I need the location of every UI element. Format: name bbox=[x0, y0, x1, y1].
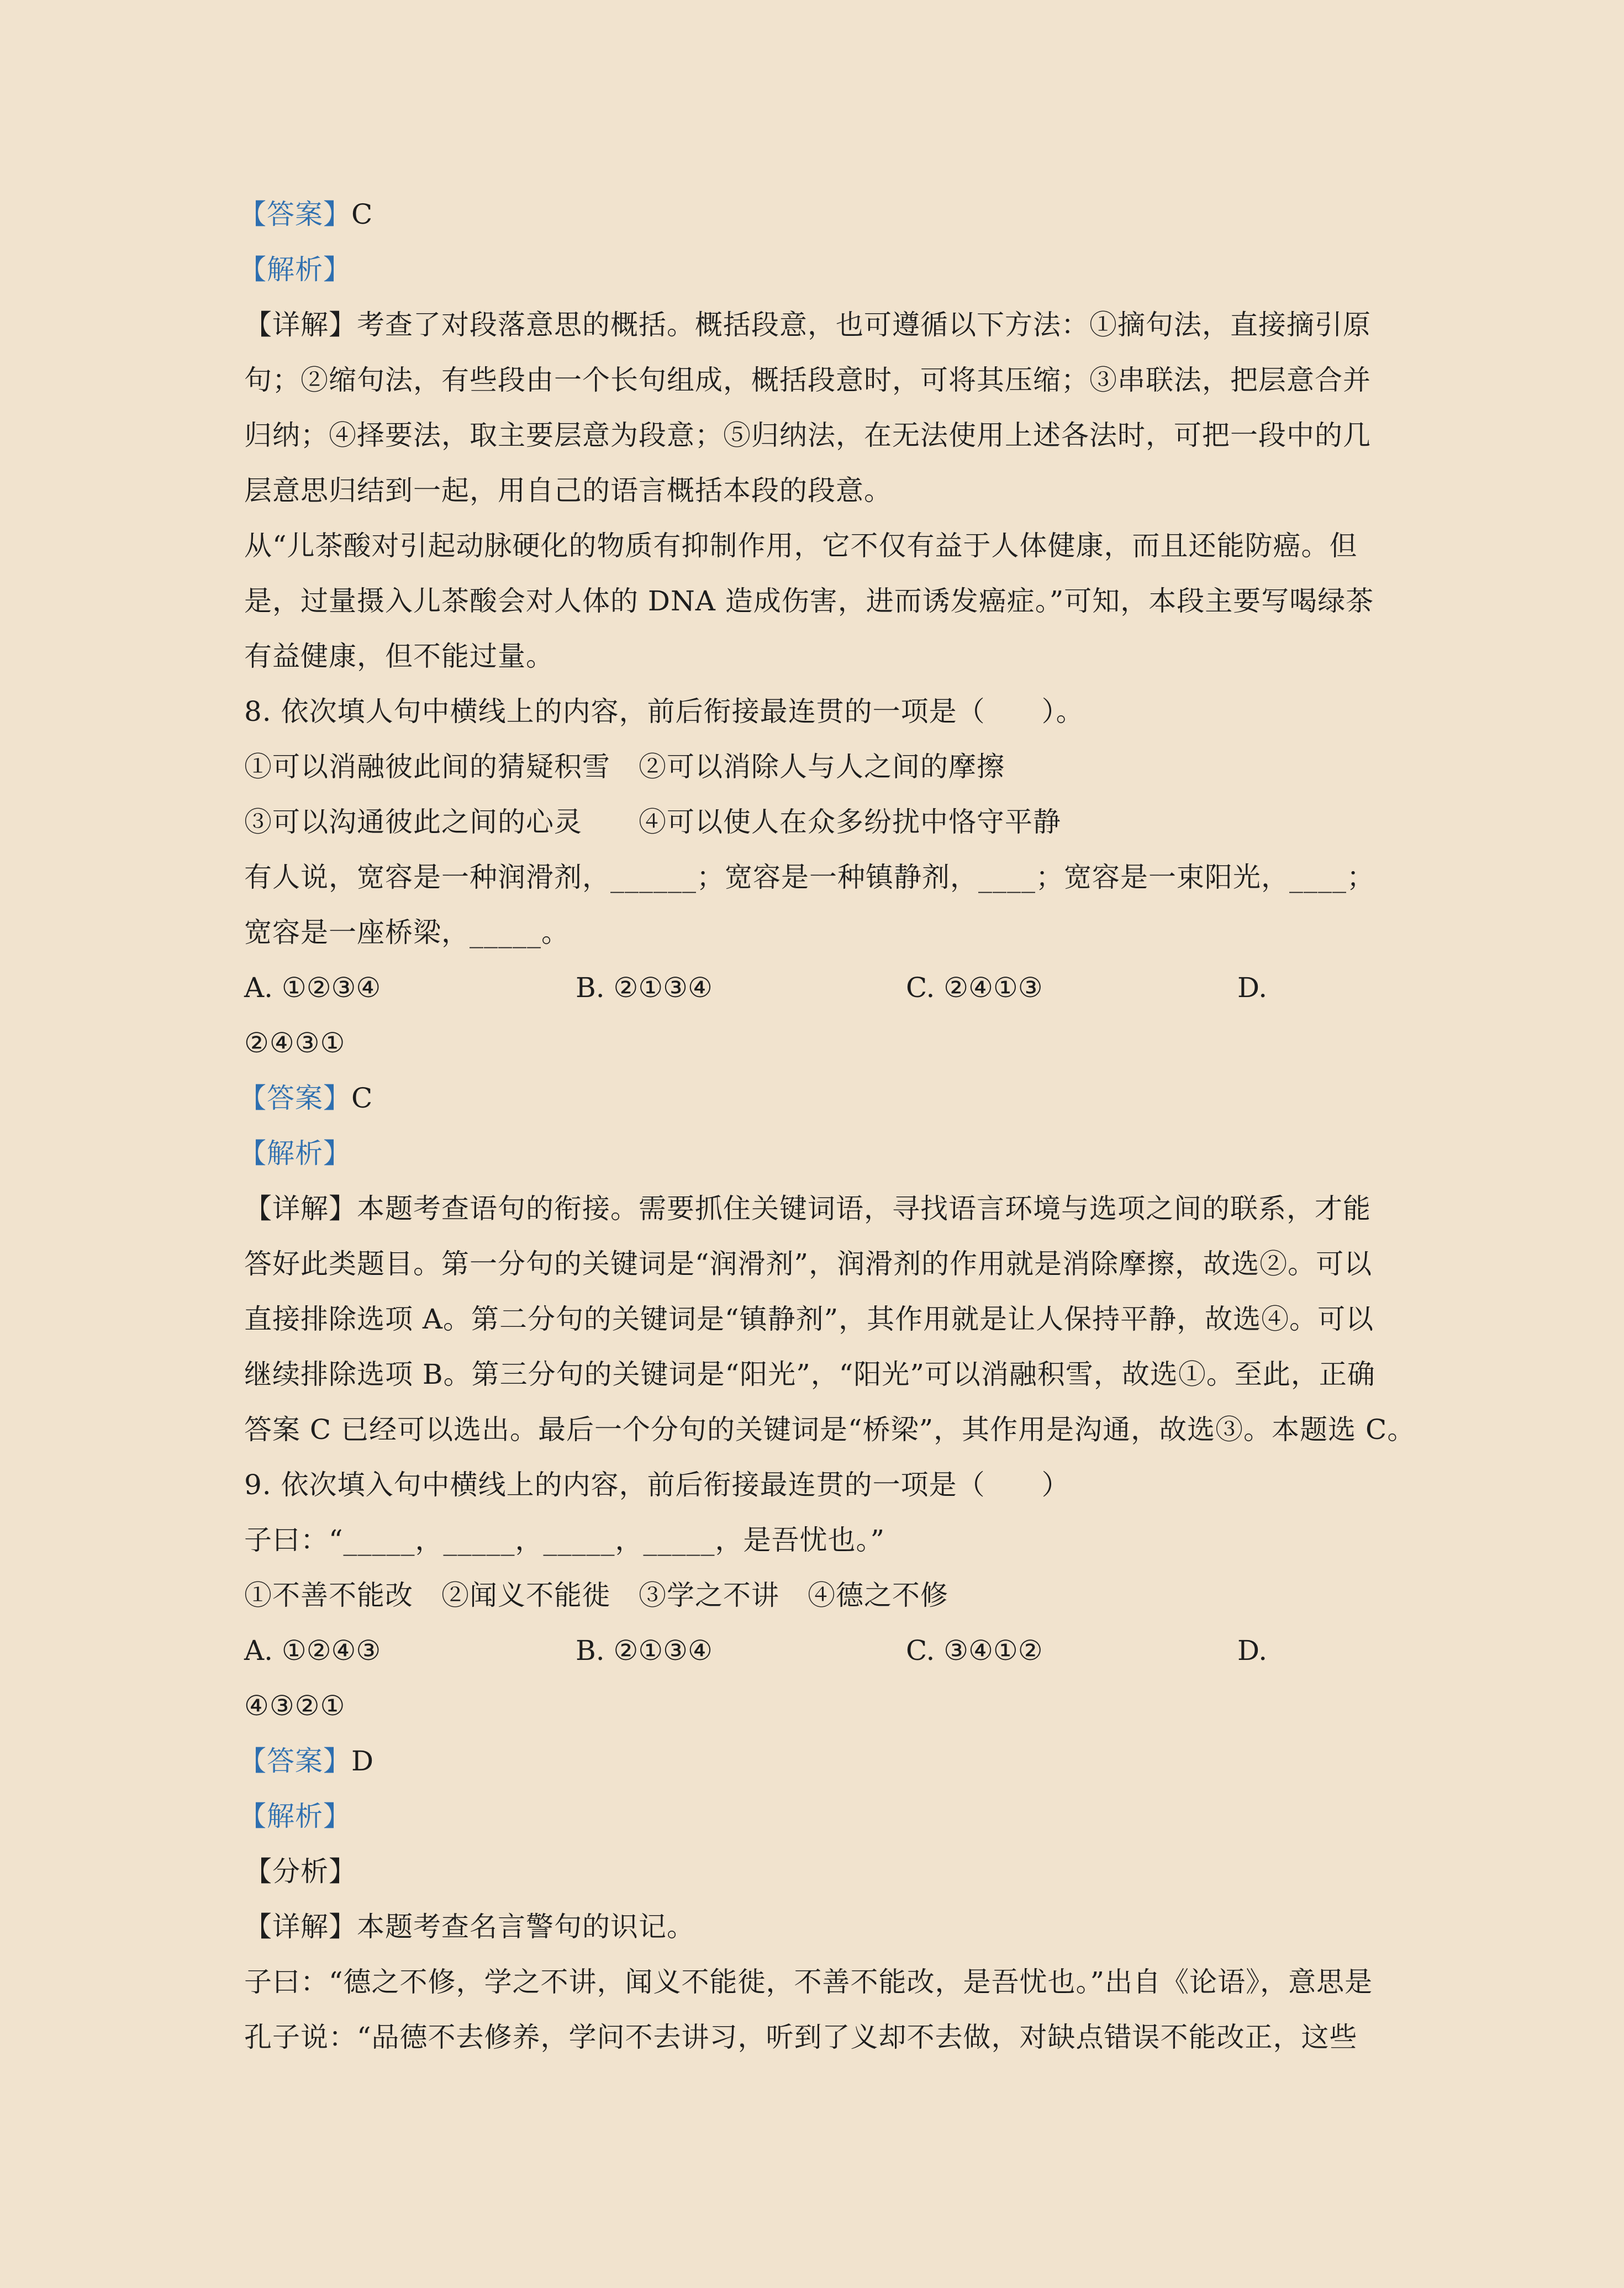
question-8-text: 有人说，宽容是一种润滑剂，______；宽容是一种镇静剂，____；宽容是一束阳光，____； bbox=[244, 861, 1375, 893]
detail-line: 答好此类题目。第一分句的关键词是“润滑剂”，润滑剂的作用就是消除摩擦，故选②。可以 bbox=[244, 1248, 1373, 1280]
answer-value: C bbox=[351, 1082, 373, 1114]
answer-value: D bbox=[351, 1745, 375, 1777]
question-9-option-b: B. ②①③④ bbox=[576, 1635, 713, 1667]
question-9-option-d-value: ④③②① bbox=[244, 1690, 346, 1722]
question-8-option-d-value: ②④③① bbox=[244, 1027, 346, 1059]
analysis-row bbox=[239, 253, 351, 286]
question-8-option-c: C. ②④①③ bbox=[906, 972, 1043, 1004]
detail-line: 继续排除选项 B。第三分句的关键词是“阳光”，“阳光”可以消融积雪，故选①。至此，正确 bbox=[244, 1358, 1375, 1390]
analysis-label: 【解析】 bbox=[239, 1137, 351, 1169]
detail-line: 是，过量摄入儿茶酸会对人体的 DNA 造成伤害，进而诱发癌症。”可知，本段主要写喝绿茶 bbox=[244, 585, 1374, 617]
detail-line: 层意思归结到一起，用自己的语言概括本段的段意。 bbox=[244, 475, 892, 507]
answer-label: 【答案】 bbox=[239, 1082, 351, 1114]
question-8-option-d: D. bbox=[1237, 972, 1268, 1004]
answer-row bbox=[239, 198, 373, 231]
question-8-stem: 8. 依次填人句中横线上的内容，前后衔接最连贯的一项是（ ）。 bbox=[244, 695, 1084, 727]
analysis-label: 【解析】 bbox=[239, 254, 351, 286]
detail-line: 句；②缩句法，有些段由一个长句组成，概括段意时，可将其压缩；③串联法，把层意合并 bbox=[244, 364, 1371, 396]
detail-line: 【详解】本题考查语句的衔接。需要抓住关键词语，寻找语言环境与选项之间的联系，才能 bbox=[244, 1193, 1371, 1225]
question-8-text: 宽容是一座桥梁，_____。 bbox=[244, 916, 570, 948]
detail-line: 【详解】考查了对段落意思的概括。概括段意，也可遵循以下方法：①摘句法，直接摘引原 bbox=[244, 309, 1371, 341]
fenxi-label: 【分析】 bbox=[244, 1855, 357, 1888]
detail-line: 孔子说：“品德不去修养，学问不去讲习，听到了义却不去做，对缺点错误不能改正，这些 bbox=[244, 2021, 1358, 2053]
answer-label: 【答案】 bbox=[239, 1745, 351, 1777]
answer-row bbox=[239, 1082, 373, 1115]
question-8-option-a: A. ①②③④ bbox=[244, 972, 381, 1004]
question-9-items: ①不善不能改 ②闻义不能徙 ③学之不讲 ④德之不修 bbox=[244, 1579, 948, 1611]
analysis-row bbox=[239, 1800, 351, 1833]
detail-line: 【详解】本题考查名言警句的识记。 bbox=[244, 1911, 695, 1943]
detail-line: 直接排除选项 A。第二分句的关键词是“镇静剂”，其作用就是让人保持平静，故选④。可以 bbox=[244, 1303, 1374, 1335]
question-8-items: ①可以消融彼此间的猜疑积雪 ②可以消除人与人之间的摩擦 bbox=[244, 751, 1005, 783]
analysis-row bbox=[239, 1137, 351, 1170]
detail-line: 有益健康，但不能过量。 bbox=[244, 640, 554, 672]
question-9-stem: 9. 依次填入句中横线上的内容，前后衔接最连贯的一项是（ ） bbox=[244, 1469, 1070, 1501]
question-9-option-a: A. ①②④③ bbox=[244, 1635, 381, 1667]
answer-value: C bbox=[351, 198, 373, 230]
answer-label: 【答案】 bbox=[239, 198, 351, 230]
question-8-option-b: B. ②①③④ bbox=[576, 972, 713, 1004]
detail-line: 答案 C 已经可以选出。最后一个分句的关键词是“桥梁”，其作用是沟通，故选③。本题选 C。 bbox=[244, 1414, 1416, 1446]
answer-row bbox=[239, 1744, 375, 1778]
detail-line: 从“儿茶酸对引起动脉硬化的物质有抑制作用，它不仅有益于人体健康，而且还能防癌。但 bbox=[244, 530, 1358, 562]
detail-line: 子曰：“德之不修，学之不讲，闻义不能徙，不善不能改，是吾忧也。”出自《论语》，意思是 bbox=[244, 1966, 1373, 1998]
question-9-option-d: D. bbox=[1237, 1635, 1268, 1667]
question-8-items: ③可以沟通彼此之间的心灵 ④可以使人在众多纷扰中恪守平静 bbox=[244, 806, 1061, 838]
question-9-option-c: C. ③④①② bbox=[906, 1635, 1043, 1667]
detail-line: 归纳；④择要法，取主要层意为段意；⑤归纳法，在无法使用上述各法时，可把一段中的几 bbox=[244, 419, 1371, 451]
analysis-label: 【解析】 bbox=[239, 1800, 351, 1832]
question-9-quote: 子曰：“_____，_____，_____，_____，是吾忧也。” bbox=[244, 1524, 885, 1556]
